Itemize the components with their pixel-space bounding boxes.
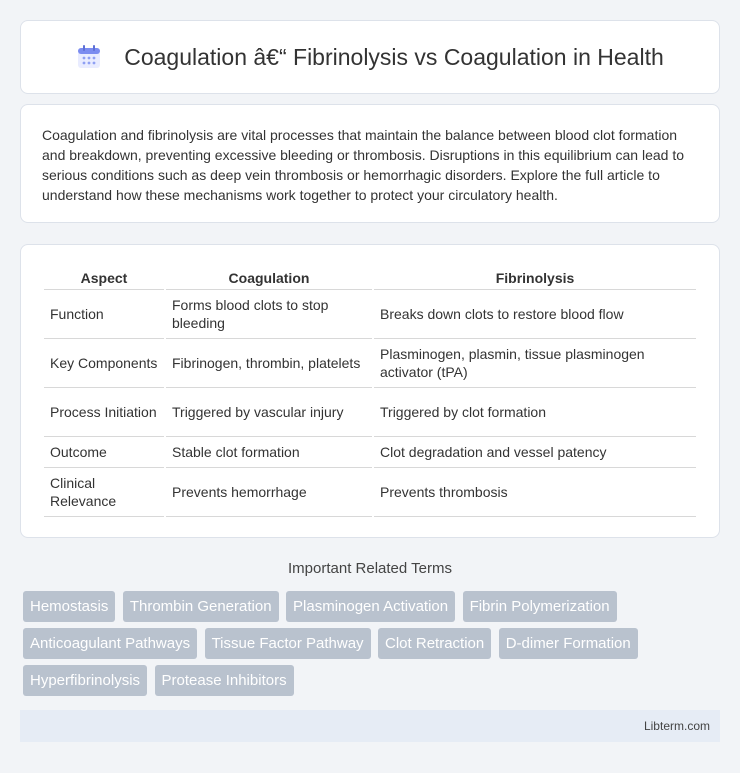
table-row [44, 339, 696, 388]
intro-card [20, 104, 720, 223]
aspect-cell: Clinical Relevance [44, 468, 164, 517]
coagulation-cell: Triggered by vascular injury [166, 388, 372, 437]
aspect-cell: Process Initiation [44, 388, 164, 437]
footer-site-link[interactable]: Libterm.com [643, 719, 710, 733]
related-term-tag[interactable]: Clot Retraction [378, 628, 491, 659]
calendar-icon [76, 44, 102, 70]
related-term-tag[interactable]: Anticoagulant Pathways [23, 628, 197, 659]
coagulation-cell: Forms blood clots to stop bleeding [166, 290, 372, 339]
table-row [44, 388, 696, 437]
header-aspect: Aspect [44, 264, 164, 290]
intro-text: Coagulation and fibrinolysis are vital processes that maintain the balance between blood clot formation and breakdown, preventing excessive bleeding or thrombosis. Disruptions in this equilibrium can lead to serious conditions such as deep vein thrombosis or hemorrhagic disorders. Explore the full article to understand how these mechanisms work together to protect your circulatory health. [42, 127, 685, 203]
related-term-tag[interactable]: Fibrin Polymerization [463, 591, 617, 622]
table-row [44, 468, 696, 517]
footer [20, 710, 720, 742]
coagulation-cell: Stable clot formation [166, 437, 372, 468]
related-term-tag[interactable]: Hyperfibrinolysis [23, 665, 147, 696]
header-card [20, 20, 720, 94]
aspect-cell: Function [44, 290, 164, 339]
related-term-tag[interactable]: D-dimer Formation [499, 628, 638, 659]
fibrinolysis-cell: Clot degradation and vessel patency [374, 437, 696, 468]
related-terms-title: Important Related Terms [288, 560, 452, 577]
coagulation-cell: Fibrinogen, thrombin, platelets [166, 339, 372, 388]
coagulation-cell: Prevents hemorrhage [166, 468, 372, 517]
table-row [44, 437, 696, 468]
fibrinolysis-cell: Prevents thrombosis [374, 468, 696, 517]
aspect-cell: Key Components [44, 339, 164, 388]
related-term-tag[interactable]: Hemostasis [23, 591, 115, 622]
fibrinolysis-cell: Triggered by clot formation [374, 388, 696, 437]
related-term-tag[interactable]: Tissue Factor Pathway [205, 628, 371, 659]
aspect-cell: Outcome [44, 437, 164, 468]
page-title: Coagulation â€“ Fibrinolysis vs Coagulation in Health [124, 43, 664, 70]
header-fibrinolysis: Fibrinolysis [374, 264, 696, 290]
related-terms-list [23, 591, 723, 702]
fibrinolysis-cell: Plasminogen, plasmin, tissue plasminogen activator (tPA) [374, 339, 696, 388]
related-term-tag[interactable]: Thrombin Generation [123, 591, 279, 622]
related-term-tag[interactable]: Plasminogen Activation [286, 591, 455, 622]
comparison-card [20, 244, 720, 538]
fibrinolysis-cell: Breaks down clots to restore blood flow [374, 290, 696, 339]
comparison-table [42, 264, 698, 517]
header-coagulation: Coagulation [166, 264, 372, 290]
related-term-tag[interactable]: Protease Inhibitors [155, 665, 294, 696]
table-row [44, 290, 696, 339]
